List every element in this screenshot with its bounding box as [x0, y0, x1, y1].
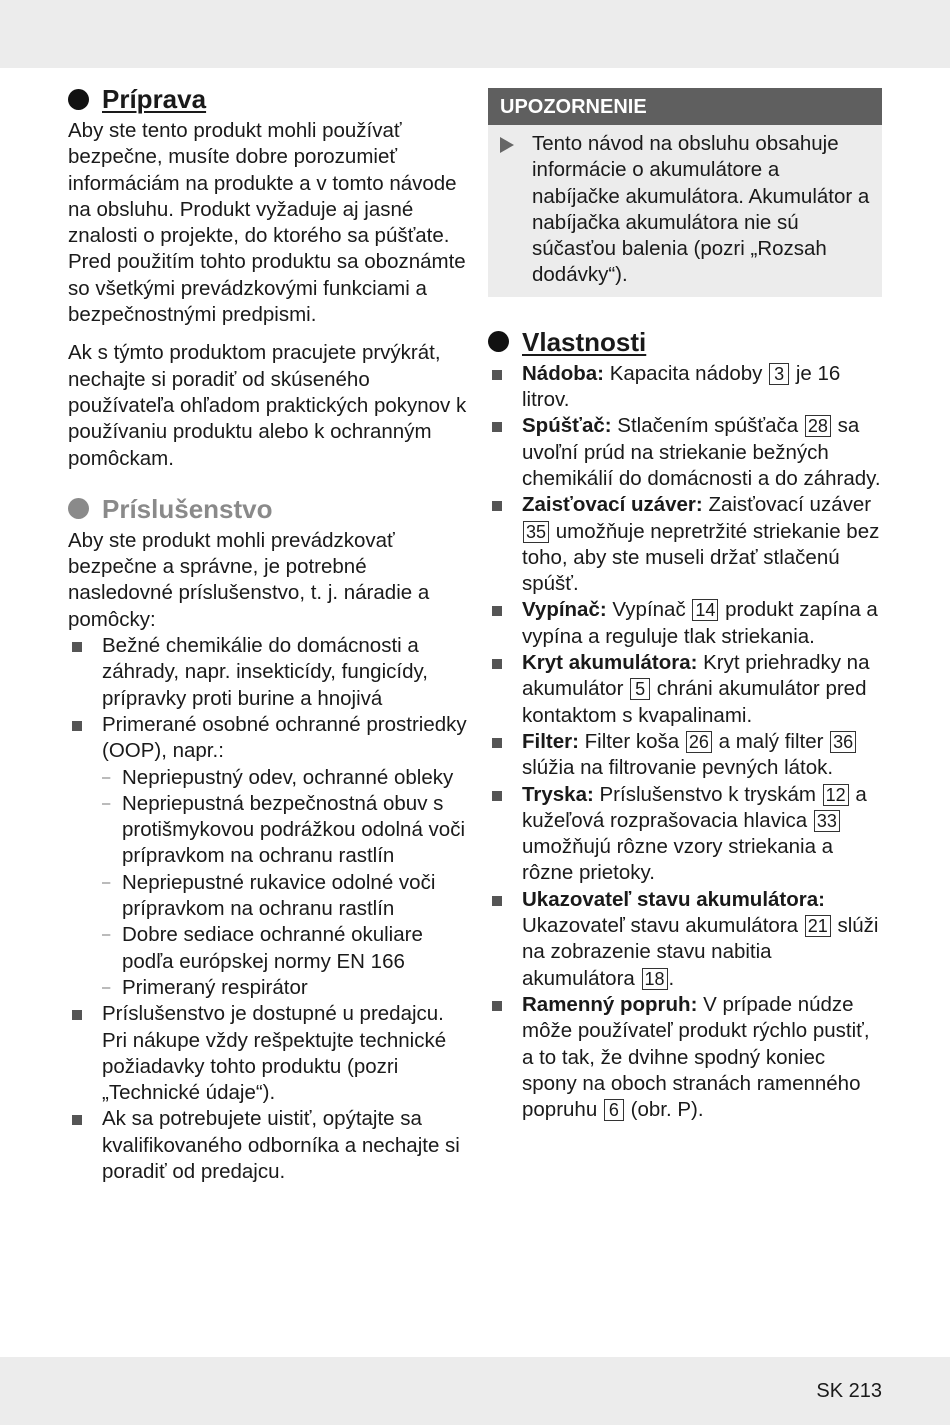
heading-text: Vlastnosti: [522, 326, 647, 357]
left-column: [68, 84, 468, 1185]
feature-item: [488, 361, 882, 414]
bullet-dot-icon: [488, 331, 509, 352]
list-item-text: Ak sa potrebujete uistiť, opýtajte sa kvalifikovaného odborníka a nechajte si poradiť od predajcu.: [102, 1107, 460, 1183]
feature-label: Vypínač:: [522, 598, 607, 622]
section-heading-vlastnosti: [488, 327, 882, 357]
feature-item: [488, 729, 882, 782]
list-item: [68, 633, 468, 712]
feature-list: [488, 361, 882, 1124]
part-number-badge: 35: [523, 521, 549, 543]
section-heading-prislusenstvo: [68, 494, 468, 524]
feature-text: Ukazovateľ stavu akumulátora: [522, 914, 804, 938]
part-number-badge: 5: [630, 678, 650, 700]
part-number-badge: 28: [805, 415, 831, 437]
feature-label: Zaisťovací uzáver:: [522, 493, 703, 517]
part-number-badge: 36: [830, 731, 856, 753]
feature-item: [488, 413, 882, 492]
paragraph: Aby ste tento produkt mohli používať bezpečne, musíte dobre porozumieť informáciám na produkte a v tomto návode na obsluhu. Produkt vyžaduje aj jasné znalosti o projekte, do ktorého sa púšťate. Pred použitím tohto produktu sa oboznámte so všetkými prevádzkovými funkciami a bezpečnostnými predpismi.: [68, 119, 466, 327]
heading-text: Príprava: [102, 84, 207, 114]
feature-text: Príslušenstvo k tryskám: [593, 782, 822, 806]
feature-text: umožňuje nepretržité striekanie bez toho, aby ste museli držať stlačenú spúšť.: [522, 519, 880, 596]
feature-text: slúži na zobrazenie stavu nabitia akumulátora: [522, 914, 879, 990]
feature-item: [488, 597, 882, 650]
section-heading-priprava: [68, 84, 468, 114]
feature-label: Filter:: [522, 729, 579, 753]
sub-list-item: – Nepriepustná bezpečnostná obuv s protišmykovou podrážkou odolná voči prípravkom na ochranu rastlín: [102, 791, 468, 870]
list-item: [68, 1001, 468, 1106]
feature-text: Zaisťovací uzáver: [702, 493, 872, 517]
part-number-badge: 33: [814, 810, 840, 832]
feature-text: Filter koša: [578, 729, 685, 753]
feature-label: Ukazovateľ stavu akumulátora:: [522, 887, 825, 911]
feature-item: [488, 992, 882, 1123]
feature-label: Kryt akumulátora:: [522, 651, 698, 675]
feature-text: Vypínač: [606, 598, 692, 622]
feature-text: Kapacita nádoby: [604, 361, 769, 385]
list-item: [68, 1106, 468, 1185]
notice-body: [488, 125, 882, 297]
feature-text: V prípade núdze môže používateľ produkt rýchlo pustiť, a to tak, že dvihne spodný koniec spony na oboch stranách ramenného popruhu: [522, 992, 870, 1122]
feature-text: (obr. P).: [624, 1098, 704, 1122]
part-number-badge: 14: [692, 599, 718, 621]
list-item-text: Príslušenstvo je dostupné u predajcu. Pri nákupe vždy rešpektujte technické požiadavky tohto produktu (pozri „Technické údaje“).: [102, 1002, 447, 1105]
right-column: [488, 88, 882, 1123]
sub-list-item: – Nepriepustné rukavice odolné voči prípravkom na ochranu rastlín: [102, 870, 468, 923]
header-band: [0, 0, 950, 68]
notice-text: Tento návod na obsluhu obsahuje informácie o akumulátore a nabíjačke akumulátora. Akumulátor a nabíjačka akumulátora nie sú súčasťou balenia (pozri „Rozsah dodávky“).: [532, 132, 870, 287]
list-item: [68, 712, 468, 1001]
part-number-badge: 18: [642, 968, 668, 990]
paragraph: Ak s týmto produktom pracujete prvýkrát, nechajte si poradiť od skúseného používateľa ohľadom praktických pokynov k používaniu produktu alebo k ochranným pomôckam.: [68, 341, 467, 470]
notice-box: [488, 88, 882, 297]
feature-text: .: [668, 966, 675, 990]
part-number-badge: 21: [805, 915, 831, 937]
part-number-badge: 6: [604, 1099, 624, 1121]
feature-text: chráni akumulátor pred kontaktom s kvapalinami.: [522, 677, 867, 727]
part-number-badge: 26: [686, 731, 712, 753]
feature-label: Spúšťač:: [522, 414, 612, 438]
footer-band: [0, 1357, 950, 1425]
feature-text: a kužeľová rozprašovacia hlavica: [522, 782, 867, 832]
feature-item: [488, 782, 882, 887]
feature-item: [488, 650, 882, 729]
list-item-text: Bežné chemikálie do domácnosti a záhrady, napr. insekticídy, fungicídy, prípravky proti burine a hnojivá: [102, 634, 428, 710]
accessory-list: [68, 633, 468, 1185]
feature-text: slúžia na filtrovanie pevných látok.: [522, 756, 834, 780]
feature-text: sa uvoľní prúd na striekanie bežných chemikálií do domácnosti a do záhrady.: [522, 414, 881, 490]
feature-text: Kryt priehradky na akumulátor: [522, 651, 870, 701]
triangle-right-icon: [500, 137, 514, 153]
feature-text: je 16 litrov.: [522, 361, 841, 412]
feature-text: umožňujú rôzne vzory striekania a rôzne prietoky.: [522, 835, 834, 885]
feature-text: a malý filter: [712, 729, 830, 753]
feature-label: Tryska:: [522, 782, 594, 806]
bullet-dot-icon: [68, 89, 89, 110]
heading-text: Príslušenstvo: [102, 493, 273, 524]
part-number-badge: 12: [823, 784, 849, 806]
sub-list-item: – Nepriepustný odev, ochranné obleky: [102, 765, 468, 791]
notice-title: UPOZORNENIE: [488, 88, 882, 125]
feature-text: Stlačením spúšťača: [611, 414, 804, 438]
bullet-dot-icon: [68, 498, 89, 519]
list-item-text: Primerané osobné ochranné prostriedky (OOP), napr.:: [102, 712, 467, 763]
feature-text: produkt zapína a vypína a reguluje tlak striekania.: [522, 598, 878, 648]
page-number: SK 213: [816, 1380, 882, 1402]
paragraph: Aby ste produkt mohli prevádzkovať bezpečne a správne, je potrebné nasledovné príslušenstvo, t. j. náradie a pomôcky:: [68, 528, 430, 631]
sub-list: [102, 765, 468, 1002]
feature-label: Ramenný popruh:: [522, 992, 698, 1016]
feature-label: Nádoba:: [522, 361, 604, 385]
feature-item: [488, 492, 882, 597]
feature-item: [488, 887, 882, 992]
sub-list-item: – Primeraný respirátor: [102, 975, 468, 1001]
sub-list-item: – Dobre sediace ochranné okuliare podľa európskej normy EN 166: [102, 922, 468, 975]
part-number-badge: 3: [769, 363, 789, 385]
